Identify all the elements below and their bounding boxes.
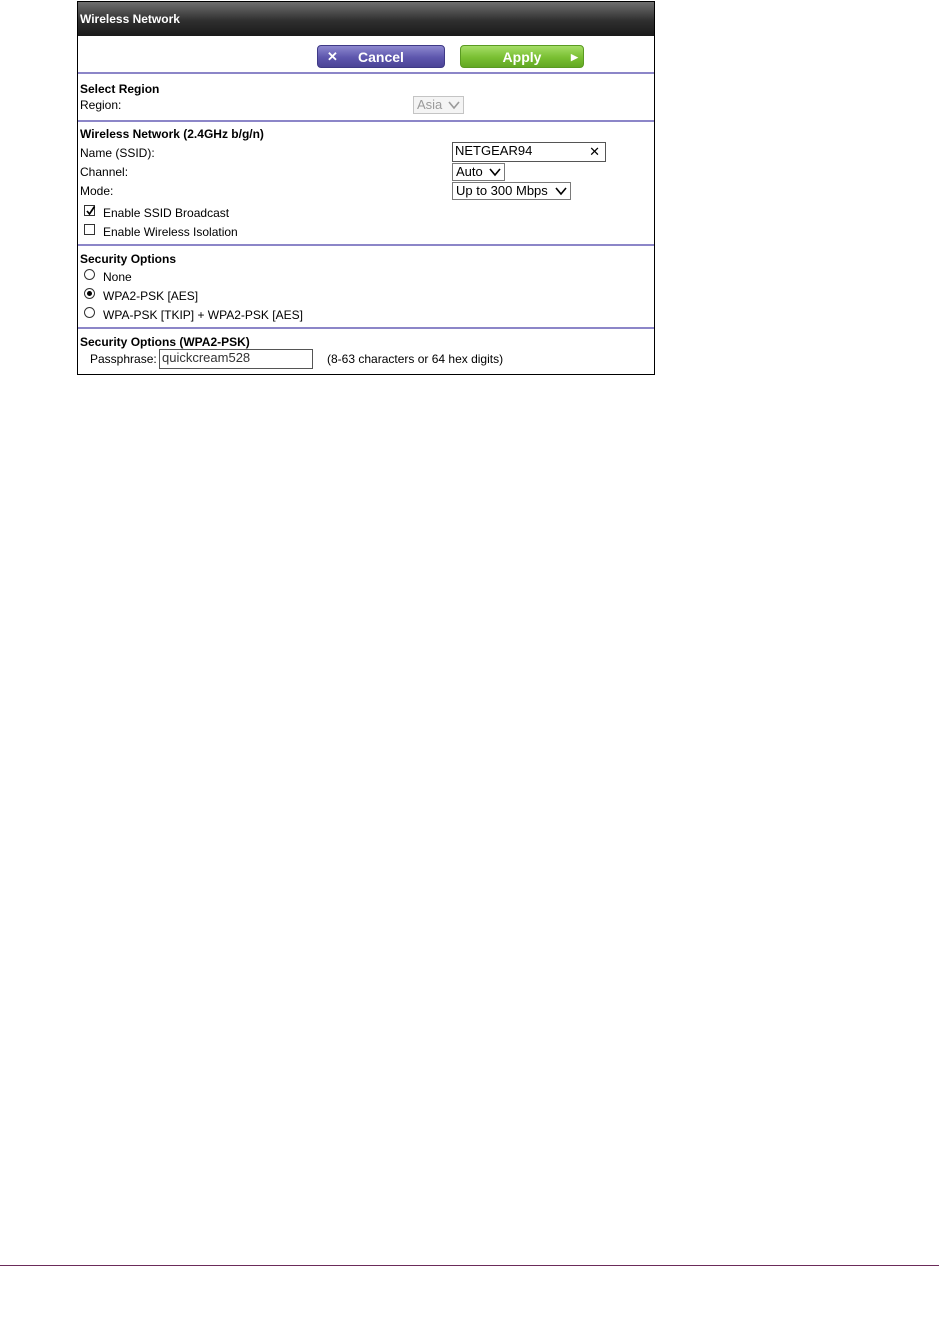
passphrase-input[interactable]	[159, 349, 313, 369]
region-heading: Select Region	[80, 82, 160, 96]
mode-select[interactable]	[452, 182, 571, 200]
passphrase-label: Passphrase:	[90, 352, 157, 366]
page-title: Wireless Network	[80, 12, 180, 26]
chevron-down-icon	[448, 100, 460, 110]
channel-select-value: Auto	[456, 164, 483, 179]
mode-select-value: Up to 300 Mbps	[456, 183, 548, 198]
divider	[78, 72, 654, 74]
wireless-isolation-checkbox[interactable]	[84, 224, 95, 235]
ssid-broadcast-checkbox[interactable]	[84, 205, 95, 216]
mode-label: Mode:	[80, 184, 114, 198]
wireless-settings-panel	[77, 1, 655, 375]
security-heading: Security Options	[80, 252, 177, 266]
close-icon: ✕	[327, 49, 338, 64]
security-option-label: None	[103, 270, 132, 284]
divider	[78, 244, 654, 246]
apply-label: Apply	[502, 49, 542, 65]
channel-label: Channel:	[80, 165, 129, 179]
ssid-value: NETGEAR94	[455, 143, 533, 158]
chevron-down-icon	[555, 186, 567, 196]
arrow-right-icon: ▶	[571, 52, 578, 62]
passphrase-value: quickcream528	[162, 350, 251, 365]
divider	[78, 327, 654, 329]
channel-select[interactable]	[452, 163, 505, 181]
security-option-mixed-radio[interactable]	[84, 307, 95, 318]
ssid-label: Name (SSID):	[80, 146, 155, 160]
cancel-button[interactable]	[317, 45, 445, 68]
cancel-label: Cancel	[358, 49, 404, 65]
passphrase-heading: Security Options (WPA2-PSK)	[80, 335, 250, 349]
chevron-down-icon	[489, 167, 501, 177]
ssid-broadcast-label: Enable SSID Broadcast	[103, 206, 230, 220]
apply-button[interactable]	[460, 45, 584, 68]
region-select-value: Asia	[417, 97, 443, 112]
region-select	[413, 96, 464, 114]
passphrase-hint: (8-63 characters or 64 hex digits)	[327, 352, 504, 366]
region-label: Region:	[80, 98, 122, 112]
clear-icon[interactable]: ✕	[589, 144, 600, 159]
footer-rule	[0, 1265, 939, 1266]
checkmark-icon	[85, 205, 96, 216]
security-option-label: WPA-PSK [TKIP] + WPA2-PSK [AES]	[103, 308, 303, 322]
wireless-heading: Wireless Network (2.4GHz b/g/n)	[80, 127, 264, 141]
divider	[78, 120, 654, 122]
security-option-wpa2-radio[interactable]	[84, 288, 95, 299]
security-option-label: WPA2-PSK [AES]	[103, 289, 199, 303]
title-bar	[78, 2, 654, 36]
security-option-none-radio[interactable]	[84, 269, 95, 280]
ssid-input[interactable]	[452, 142, 606, 162]
wireless-isolation-label: Enable Wireless Isolation	[103, 225, 238, 239]
